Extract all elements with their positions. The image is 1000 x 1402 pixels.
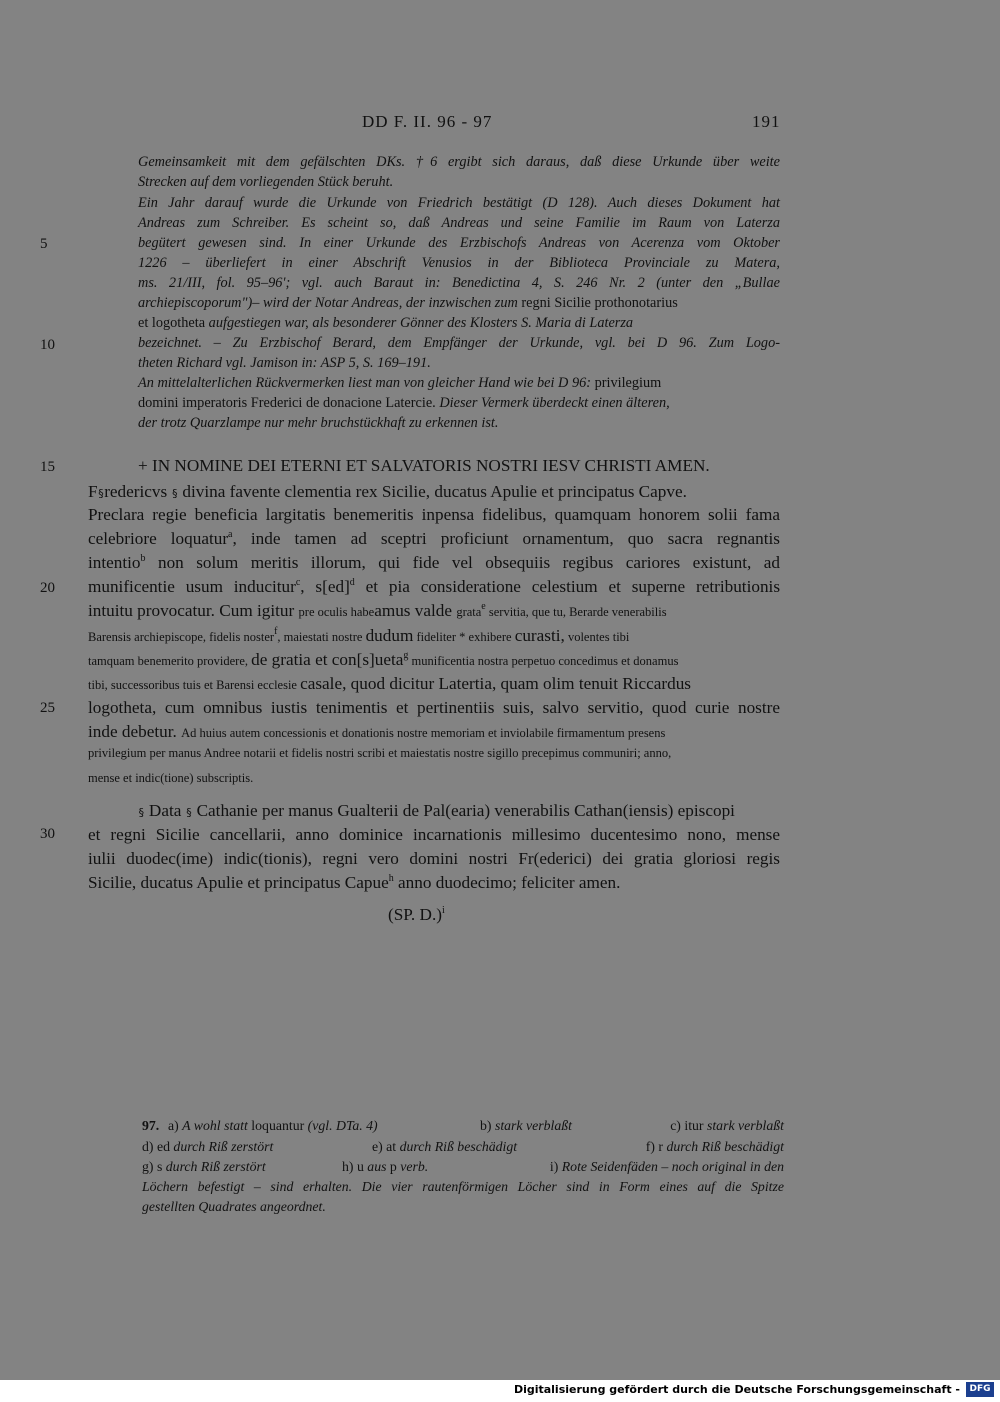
- datum-line: § Data § Cathanie per manus Gualterii de Pal(earia) venerabilis Cathan(iensis) episcopi: [138, 801, 735, 820]
- preface-line: 1226 – überliefert in einer Abschrift Venusios in der Biblioteca Provinciale zu Matera,: [138, 255, 780, 271]
- funding-credit: Digitalisierung gefördert durch die Deutsche Forschungsgemeinschaft -: [513, 1383, 960, 1396]
- footnote-row: Löchern befestigt – sind erhalten. Die vier rautenförmigen Löcher sind in Form eines auf die Spitze: [142, 1179, 784, 1194]
- charter-line: Barensis archiepiscope, fidelis noster$^f$, maiestati nostre dudum fideliter * exhibere curasti, volentes tibi: [88, 626, 630, 645]
- charter-line: celebriore loquatur$^a$, inde tamen ad sceptri proficiunt ornamentum, quo sacra regnantis: [88, 529, 780, 548]
- dfg-logo: DFG: [966, 1382, 994, 1397]
- preface-line: Andreas zum Schreiber. Es scheint so, daß Andreas und seine Familie im Raum von Laterza: [138, 215, 780, 231]
- preface-line: der trotz Quarzlampe nur mehr bruchstückhaft zu erkennen ist.: [138, 415, 499, 431]
- preface-line: begütert gewesen sind. In einer Urkunde des Erzbischofs Andreas von Acerenza vom Oktober: [138, 235, 780, 251]
- line-number: 5: [40, 236, 48, 252]
- charter-line: munificentie usum inducitur$^c$, s[ed]$^d$ et pia consideratione celestium et superne retributionis: [88, 577, 781, 596]
- intitulatio: F§redericvs § divina favente clementia rex Sicilie, ducatus Apulie et principatus Capve.: [88, 482, 687, 501]
- invocatio: + IN NOMINE DEI ETERNI ET SALVATORIS NOSTRI IESV CHRISTI AMEN.: [138, 456, 710, 475]
- scanned-page: DD F. II. 96 - 97 191 Gemeinsamkeit mit dem gefälschten DKs. †6 ergibt sich daraus, daß diese Urkunde über weite Strecken auf dem vorliegenden Stück beruht. Ein Jahr darauf wurde die Urkunde von Friedrich bestätigt (D 128). Auch dieses Dokument hat Andreas zum Schreiber. Es scheint so, daß Andreas und seine Familie im Raum von Laterza begütert gewesen sind. In einer Urkunde des Erzbischofs Andreas von Acerenza vom Oktober 1226 – überliefert in einer Abschrift Venusios in der Biblioteca Provinciale zu Matera, ms. 21/III, fol. 95–96'; vgl. auch Baraut in: Benedictina 4, S. 246 Nr. 2 (unter den „Bullae archiepiscoporum")– wird der Notar Andreas, der inzwischen zum regni Sicilie prothonotarius et logotheta aufgestiegen war, als besonderer Gönner des Klosters S. Maria di Laterza bezeichnet. – Zu Erzbischof Berard, dem Empfänger der Urkunde, vgl. bei D 96. Zum Logo- theten Richard vgl. Jamison in: ASP 5, S. 169–191. An mittelalterlichen Rückvermerken liest man von gleicher Hand wie bei D 96: privilegium domini imperatoris Frederici de donacione Latercie. Dieser Vermerk überdeckt einen älteren, der trotz Quarzlampe nur mehr bruchstückhaft zu erkennen ist. 5 10 15 20 25 30 + IN NOMINE DEI ETERNI ET SALVATORIS NOSTRI IESV CHRISTI AMEN. F§redericvs § divina favente clementia rex Sicilie, ducatus Apulie et principatus Capve. Preclara regie beneficia largitatis benemeritis inpensa fidelibus, quamquam honorem solii fama celebriore loquatur$^a$, inde tamen ad sceptri proficiunt ornamentum, quo sacra regnantis intentio$^b$ non solum meritis illorum, qui fide vel obsequiis regibus cariores existunt, ad munificentie usum inducitur$^c$, s[ed]$^d$ et pia consideratione celestium et superne retributionis intuitu provocatur. Cum igitur pre oculis habeamus valde grata$^e$ servitia, que tu, Berarde venerabilis Barensis archiepiscope, fidelis noster$^f$, maiestati nostre dudum fideliter * exhibere curasti, volentes tibi tamquam benemerito providere, de gratia et con[s]ueta$^g$ munificentia nostra perpetuo concedimus et donamus tibi, successoribus tuis et Barensi ecclesie casale, quod dicitur Latertia, quam olim tenuit Riccardus logotheta, cum omnibus iustis tenimentis et pertinentiis suis, salvo servitio, quod curie nostre inde debetur. Ad huius autem concessionis et donationis nostre memoriam et inviolabile firmamentum presens privilegium per manus Andree notarii et fidelis nostri scribi et maiestatis nostre sigillo precepimus communiri; anno, mense et indic(tione) subscriptis. § Data § Cathanie per manus Gualterii de Pal(earia) venerabilis Cathan(iensis) episcopi et regni Sicilie cancellarii, anno dominice incarnationis millesimo ducentesimo nono, mense iulii duodec(ime) indic(tionis), regni vero domini nostri Fr(ederici) dei gratia gloriosi regis Sicilie, ducatus Apulie et principatus Capue$^h$ anno duodecimo; feliciter amen. (SP. D.)$^i$ 97. a) A wohl statt loquantur (vgl. DTa. 4) b) stark verblaßt c) itur stark verblaßt d) ed durch Riß zerstört e) at durch Riß beschädigt f) r durch Riß beschädigt g) s durch Riß zerstört h) u aus p verb. i) Rote Seidenfäden – noch original in den Löchern befestigt – sind erhalten. Die vier rautenförmigen Löcher sind in Form eines auf die Spitze gestellten Quadrates angeordnet.: [0, 0, 1000, 1380]
- charter-line: intentio$^b$ non solum meritis illorum, qui fide vel obsequiis regibus cariores existunt, ad: [88, 553, 780, 572]
- preface-line: archiepiscoporum")– wird der Notar Andreas, der inzwischen zum regni Sicilie prothonotarius: [138, 295, 678, 311]
- chrismon-sign: §: [185, 806, 193, 819]
- line-number: 30: [40, 826, 55, 842]
- charter-line: privilegium per manus Andree notarii et fidelis nostri scribi et maiestatis nostre sigillo precepimus communiri; anno,: [88, 746, 672, 760]
- charter-line: logotheta, cum omnibus iustis tenimentis et pertinentiis suis, salvo servitio, quod curie nostre: [88, 698, 780, 717]
- datum-line: iulii duodec(ime) indic(tionis), regni vero domini nostri Fr(ederici) dei gratia gloriosi regis: [88, 849, 780, 868]
- line-number: 15: [40, 459, 55, 475]
- preface-line: bezeichnet. – Zu Erzbischof Berard, dem Empfänger der Urkunde, vgl. bei D 96. Zum Logo-: [138, 335, 780, 351]
- footnote-row: gestellten Quadrates angeordnet.: [142, 1199, 326, 1214]
- preface-line: ms. 21/III, fol. 95–96'; vgl. auch Baraut in: Benedictina 4, S. 246 Nr. 2 (unter den „Bullae: [138, 275, 780, 291]
- charter-line: tamquam benemerito providere, de gratia et con[s]ueta$^g$ munificentia nostra perpetuo concedimus et donamus: [88, 650, 679, 669]
- preface-line: An mittelalterlichen Rückvermerken liest man von gleicher Hand wie bei D 96: privilegium: [138, 375, 662, 391]
- charter-line: mense et indic(tione) subscriptis.: [88, 771, 254, 785]
- preface-line: Strecken auf dem vorliegenden Stück beruht.: [138, 174, 394, 190]
- charter-line: intuitu provocatur. Cum igitur pre oculis habeamus valde grata$^e$ servitia, que tu, Berarde venerabilis: [88, 601, 667, 620]
- datum-line: Sicilie, ducatus Apulie et principatus Capue$^h$ anno duodecimo; feliciter amen.: [88, 873, 621, 892]
- datum-line: et regni Sicilie cancellarii, anno dominice incarnationis millesimo ducentesimo nono, mense: [88, 825, 780, 844]
- line-number: 10: [40, 337, 55, 353]
- preface-line: domini imperatoris Frederici de donacione Latercie. Dieser Vermerk überdeckt einen älteren,: [138, 395, 670, 411]
- line-number: 20: [40, 580, 55, 596]
- page-number: 191: [752, 112, 781, 131]
- line-number: 25: [40, 700, 55, 716]
- seal-note: (SP. D.)$^i$: [388, 905, 445, 924]
- chrismon-sign: §: [171, 487, 179, 500]
- chrismon-sign: §: [97, 487, 105, 500]
- charter-line: inde debetur. Ad huius autem concessionis et donationis nostre memoriam et inviolabile firmamentum presens: [88, 722, 666, 741]
- running-title: DD F. II. 96 - 97: [362, 112, 493, 131]
- preface-line: Ein Jahr darauf wurde die Urkunde von Friedrich bestätigt (D 128). Auch dieses Dokument hat: [138, 195, 780, 211]
- preface-line: theten Richard vgl. Jamison in: ASP 5, S. 169–191.: [138, 355, 431, 371]
- preface-line: et logotheta aufgestiegen war, als besonderer Gönner des Klosters S. Maria di Laterza: [138, 315, 634, 331]
- charter-line: Preclara regie beneficia largitatis benemeritis inpensa fidelibus, quamquam honorem solii fama: [88, 505, 780, 524]
- funding-footer: [0, 1380, 1000, 1402]
- chrismon-sign: §: [138, 806, 145, 819]
- charter-line: tibi, successoribus tuis et Barensi ecclesie casale, quod dicitur Latertia, quam olim tenuit Riccardus: [88, 674, 691, 693]
- preface-line: Gemeinsamkeit mit dem gefälschten DKs. †6 ergibt sich daraus, daß diese Urkunde über weite: [138, 154, 780, 170]
